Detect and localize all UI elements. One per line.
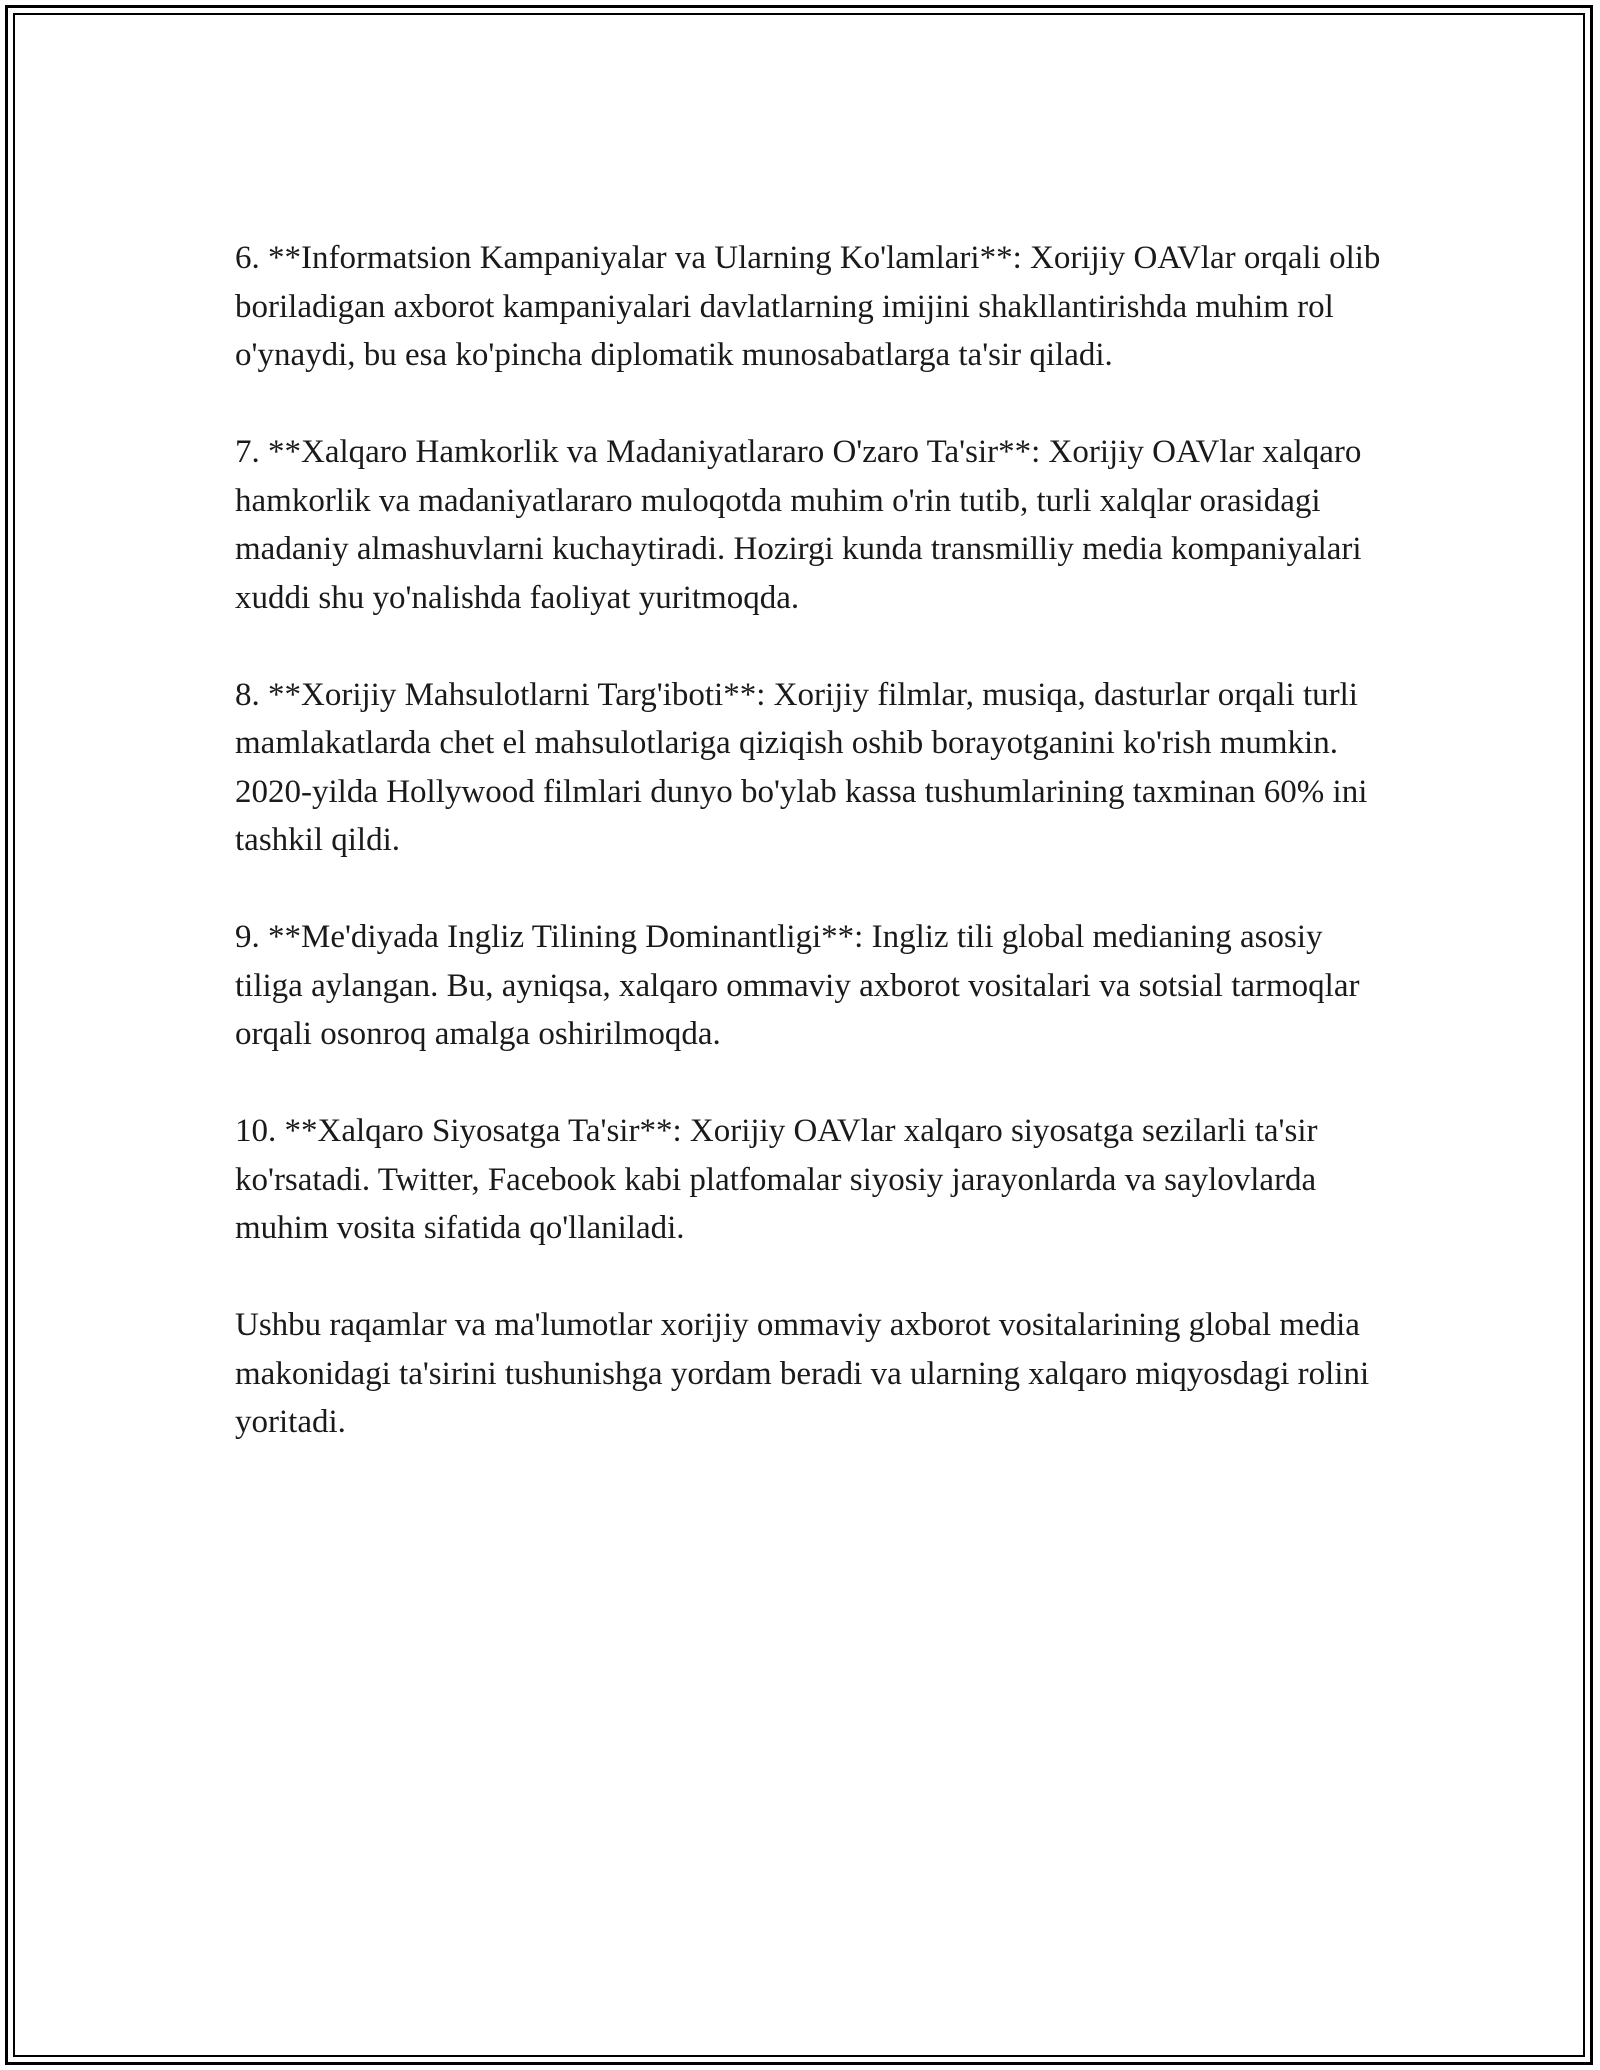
paragraph-item-7: 7. **Xalqaro Hamkorlik va Madaniyatlararo O'zaro Ta'sir**: Xorijiy OAVlar xalqaro hamkorlik va madaniyatlararo muloqotda muhim o'rin tutib, turli xalqlar orasidagi madaniy almashuvlarni kuchaytiradi. Hozirgi kunda transmilliy media kompaniyalari xuddi shu yo'nalishda faoliyat yuritmoqda. [235, 434, 1362, 616]
paragraph-item-10: 10. **Xalqaro Siyosatga Ta'sir**: Xorijiy OAVlar xalqaro siyosatga sezilarli ta'sir ko'rsatadi. Twitter, Facebook kabi platfomalar siyosiy jarayonlarda va saylovlarda muhim vosita sifatida qo'llaniladi. [235, 1113, 1318, 1246]
paragraph-conclusion: Ushbu raqamlar va ma'lumotlar xorijiy ommaviy axborot vositalarining global media makonidagi ta'sirini tushunishga yordam beradi va ularning xalqaro miqyosdagi rolini yoritadi. [235, 1307, 1370, 1440]
document-body [235, 234, 1385, 1447]
paragraph-item-8: 8. **Xorijiy Mahsulotlarni Targ'iboti**: Xorijiy filmlar, musiqa, dasturlar orqali turli mamlakatlarda chet el mahsulotlariga qiziqish oshib borayotganini ko'rish mumkin. 2020-yilda Hollywood filmlari dunyo bo'ylab kassa tushumlarining taxminan 60% ini tashkil qildi. [235, 676, 1368, 858]
paragraph-item-6: 6. **Informatsion Kampaniyalar va Ularning Ko'lamlari**: Xorijiy OAVlar orqali olib boriladigan axborot kampaniyalari davlatlarning imijini shakllantirishda muhim rol o'ynaydi, bu esa ko'pincha diplomatik munosabatlarga ta'sir qiladi. [235, 240, 1381, 373]
paragraph-item-9: 9. **Me'diyada Ingliz Tilining Dominantligi**: Ingliz tili global medianing asosiy tiliga aylangan. Bu, ayniqsa, xalqaro ommaviy axborot vositalari va sotsial tarmoqlar orqali osonroq amalga oshirilmoqda. [235, 919, 1360, 1052]
